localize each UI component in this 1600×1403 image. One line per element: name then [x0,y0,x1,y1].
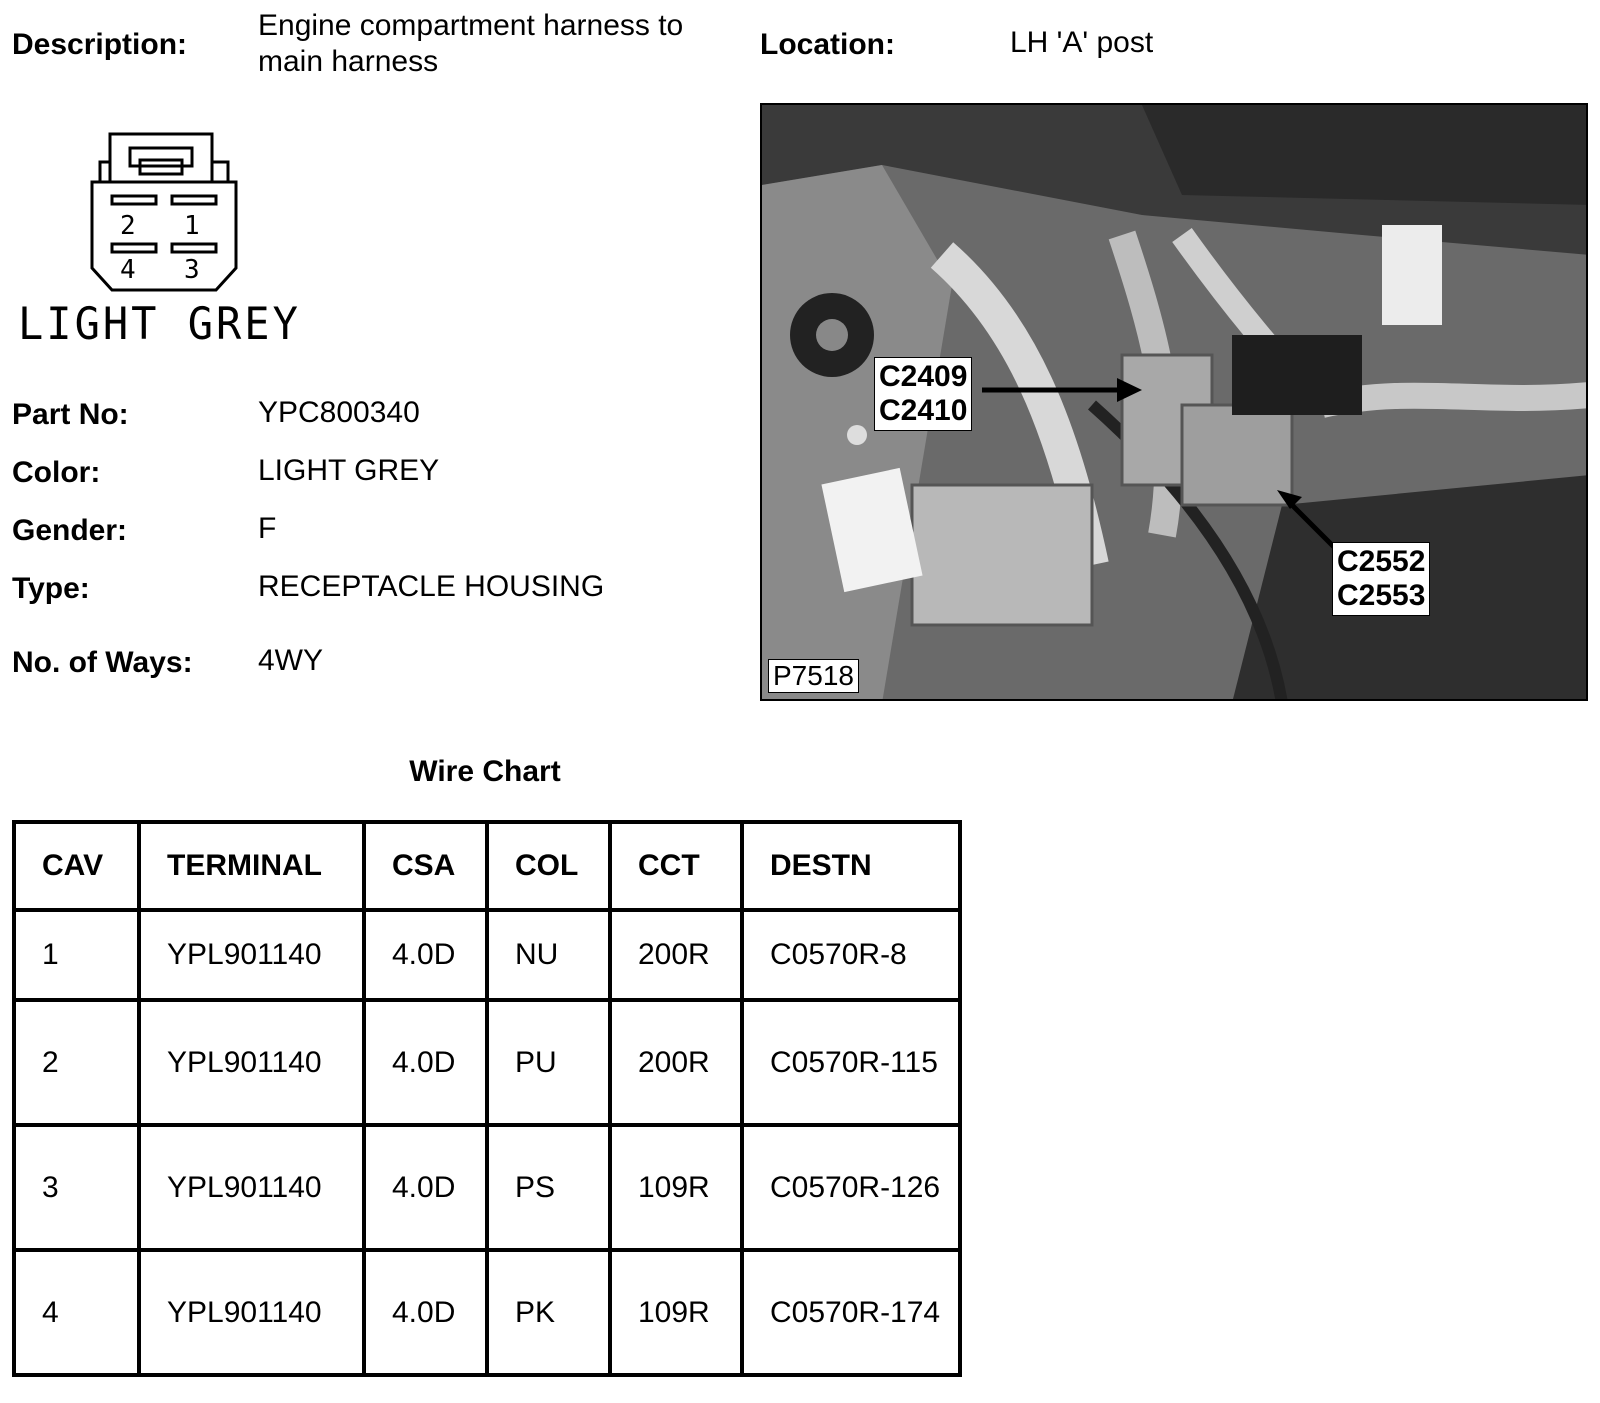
connector-face-diagram [82,128,252,298]
type-label: Type: [12,572,90,605]
cell-terminal: YPL901140 [139,1000,364,1125]
description-value: Engine compartment harness to main harness [258,9,684,78]
cell-terminal: YPL901140 [139,1125,364,1250]
cell-destn: C0570R-115 [742,1000,960,1125]
table-row [14,1000,960,1125]
cavity-label: 1 [184,211,200,241]
cell-destn: C0570R-126 [742,1125,960,1250]
table-row [14,910,960,1000]
color-label: Color: [12,456,101,489]
gender-value: F [258,512,277,545]
wire-chart-title: Wire Chart [409,755,561,788]
cell-col: PK [487,1250,610,1375]
cell-cct: 200R [610,1000,742,1125]
callout-c2552-c2553: C2552 C2553 [1332,542,1430,616]
part-no-value: YPC800340 [258,396,420,429]
cell-cct: 109R [610,1125,742,1250]
no-of-ways-value: 4WY [258,644,324,677]
cell-cav: 2 [14,1000,139,1125]
table-row [14,1250,960,1375]
cell-destn: C0570R-8 [742,910,960,1000]
gender-label: Gender: [12,514,128,547]
color-value: LIGHT GREY [258,454,440,487]
description-label: Description: [12,28,188,61]
column-header-col: COL [487,822,610,910]
cell-csa: 4.0D [364,1000,487,1125]
location-photo [760,103,1588,701]
cell-csa: 4.0D [364,1125,487,1250]
cell-cav: 4 [14,1250,139,1375]
cell-destn: C0570R-174 [742,1250,960,1375]
part-no-label: Part No: [12,398,129,431]
cell-cav: 3 [14,1125,139,1250]
connector-color-caption: LIGHT GREY [18,298,301,350]
no-of-ways-label: No. of Ways: [12,646,193,679]
cell-col: NU [487,910,610,1000]
wire-chart-table [12,820,962,1377]
cavity-label: 3 [184,255,200,285]
table-row [14,1125,960,1250]
column-header-cav: CAV [14,822,139,910]
cell-terminal: YPL901140 [139,1250,364,1375]
type-value: RECEPTACLE HOUSING [258,570,605,603]
cell-col: PS [487,1125,610,1250]
cavity-label: 4 [120,255,136,285]
column-header-destn: DESTN [742,822,960,910]
table-header-row [14,822,960,910]
column-header-terminal: TERMINAL [139,822,364,910]
cell-cct: 109R [610,1250,742,1375]
cell-cct: 200R [610,910,742,1000]
callout-c2409-c2410: C2409 C2410 [874,357,972,431]
cell-csa: 4.0D [364,910,487,1000]
location-label: Location: [760,28,895,61]
photo-reference: P7518 [768,659,859,693]
column-header-cct: CCT [610,822,742,910]
location-value: LH 'A' post [1010,26,1154,59]
cell-terminal: YPL901140 [139,910,364,1000]
cell-col: PU [487,1000,610,1125]
cell-cav: 1 [14,910,139,1000]
column-header-csa: CSA [364,822,487,910]
cavity-label: 2 [120,211,136,241]
cell-csa: 4.0D [364,1250,487,1375]
